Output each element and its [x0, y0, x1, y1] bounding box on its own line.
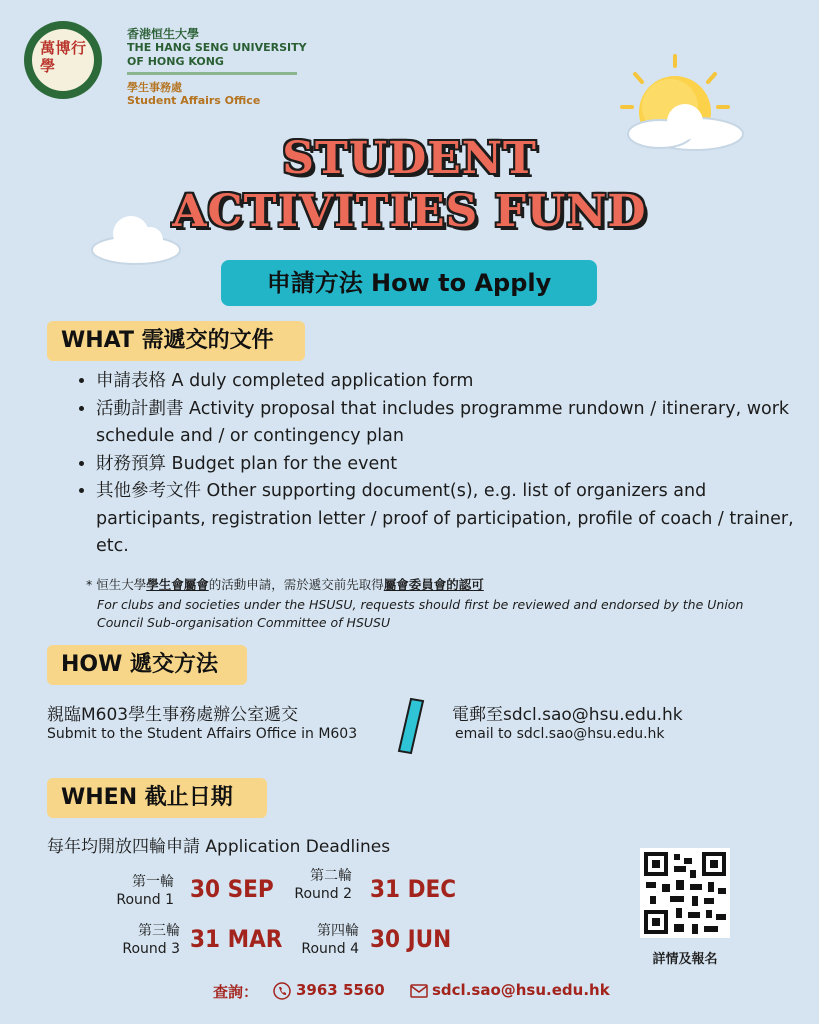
round-3-date: 31 MAR	[190, 925, 283, 953]
round-en: Round 2	[294, 886, 352, 902]
submit-in-person-en: Submit to the Student Affairs Office in M603	[47, 726, 358, 742]
when-section-label: WHEN 截止日期	[47, 778, 267, 818]
submit-in-person-zh: 親臨M603學生事務處辦公室遞交	[47, 705, 299, 725]
university-name-en-line1: THE HANG SENG UNIVERSITY	[127, 41, 307, 54]
note-mid: 的活動申請，需於遞交前先取得	[208, 577, 384, 592]
round-zh: 第三輪	[138, 923, 180, 939]
round-2-date: 31 DEC	[370, 875, 457, 903]
qr-code[interactable]	[640, 848, 730, 938]
logo-char: 博	[55, 39, 71, 57]
round-en: Round 3	[122, 941, 180, 957]
divider	[127, 72, 297, 75]
enquiry-label: 查詢：	[213, 983, 259, 1001]
submit-email-zh: 電郵至sdcl.sao@hsu.edu.hk	[452, 705, 683, 725]
note-zh	[86, 575, 484, 593]
title-line-2: ACTIVITIES FUND	[172, 186, 647, 237]
round-1-date: 30 SEP	[190, 875, 274, 903]
round-2-label	[278, 867, 352, 903]
email-link[interactable]: sdcl.sao@hsu.edu.hk	[432, 981, 610, 999]
round-zh: 第四輪	[317, 923, 359, 939]
list-item: • 申請表格 A duly completed application form	[96, 368, 796, 396]
note-prefix: * 恒生大學	[86, 577, 147, 592]
how-section-label: HOW 遞交方法	[47, 645, 247, 685]
note-en: For clubs and societies under the HSUSU, requests should first be reviewed and endorsed by the Union Council Sub-organisation Committee of HSUSU	[97, 597, 744, 630]
required-documents-list	[70, 368, 796, 561]
round-4-date: 30 JUN	[370, 925, 452, 953]
round-en: Round 4	[301, 941, 359, 957]
logo-emblem	[32, 29, 94, 91]
university-name-en	[127, 41, 327, 69]
submit-email-en: email to sdcl.sao@hsu.edu.hk	[455, 726, 665, 742]
university-name-zh: 香港恒生大學	[127, 27, 200, 41]
note-union: 學生會屬會	[146, 577, 209, 592]
university-name-en-line2: OF HONG KONG	[127, 55, 224, 68]
round-3-label	[106, 922, 180, 958]
phone-icon	[273, 982, 291, 1000]
deadlines-title: 每年均開放四輪申請 Application Deadlines	[47, 837, 391, 857]
office-name-zh: 學生事務處	[127, 81, 182, 94]
note-endorse: 屬會委員會的認可	[383, 577, 484, 592]
logo-char: 萬	[40, 39, 56, 57]
office-name-en: Student Affairs Office	[127, 94, 261, 107]
what-section-label: WHAT 需遞交的文件	[47, 321, 305, 361]
logo-characters	[40, 39, 86, 75]
how-to-apply-banner: 申請方法 How to Apply	[221, 260, 597, 306]
logo-char: 行	[70, 39, 86, 57]
qr-caption: 詳情及報名	[652, 952, 718, 967]
round-zh: 第二輪	[310, 868, 352, 884]
phone-number[interactable]: 3963 5560	[296, 981, 385, 999]
list-item: • 財務預算 Budget plan for the event	[96, 451, 796, 479]
slash-divider	[397, 697, 425, 755]
logo-char: 學	[40, 57, 56, 75]
round-1-label	[100, 873, 174, 909]
mail-icon	[410, 984, 428, 998]
list-item: • 活動計劃書 Activity proposal that includes programme rundown / itinerary, work schedule and / or contingency plan	[96, 396, 796, 451]
round-zh: 第一輪	[132, 874, 174, 890]
title-line-1: STUDENT	[282, 133, 537, 184]
list-item: • 其他參考文件 Other supporting document(s), e.g. list of organizers and participants, registration letter / proof of participation, profile of coach / trainer, etc.	[96, 478, 796, 561]
round-4-label	[285, 922, 359, 958]
round-en: Round 1	[116, 892, 174, 908]
qr-code-icon	[640, 848, 730, 938]
